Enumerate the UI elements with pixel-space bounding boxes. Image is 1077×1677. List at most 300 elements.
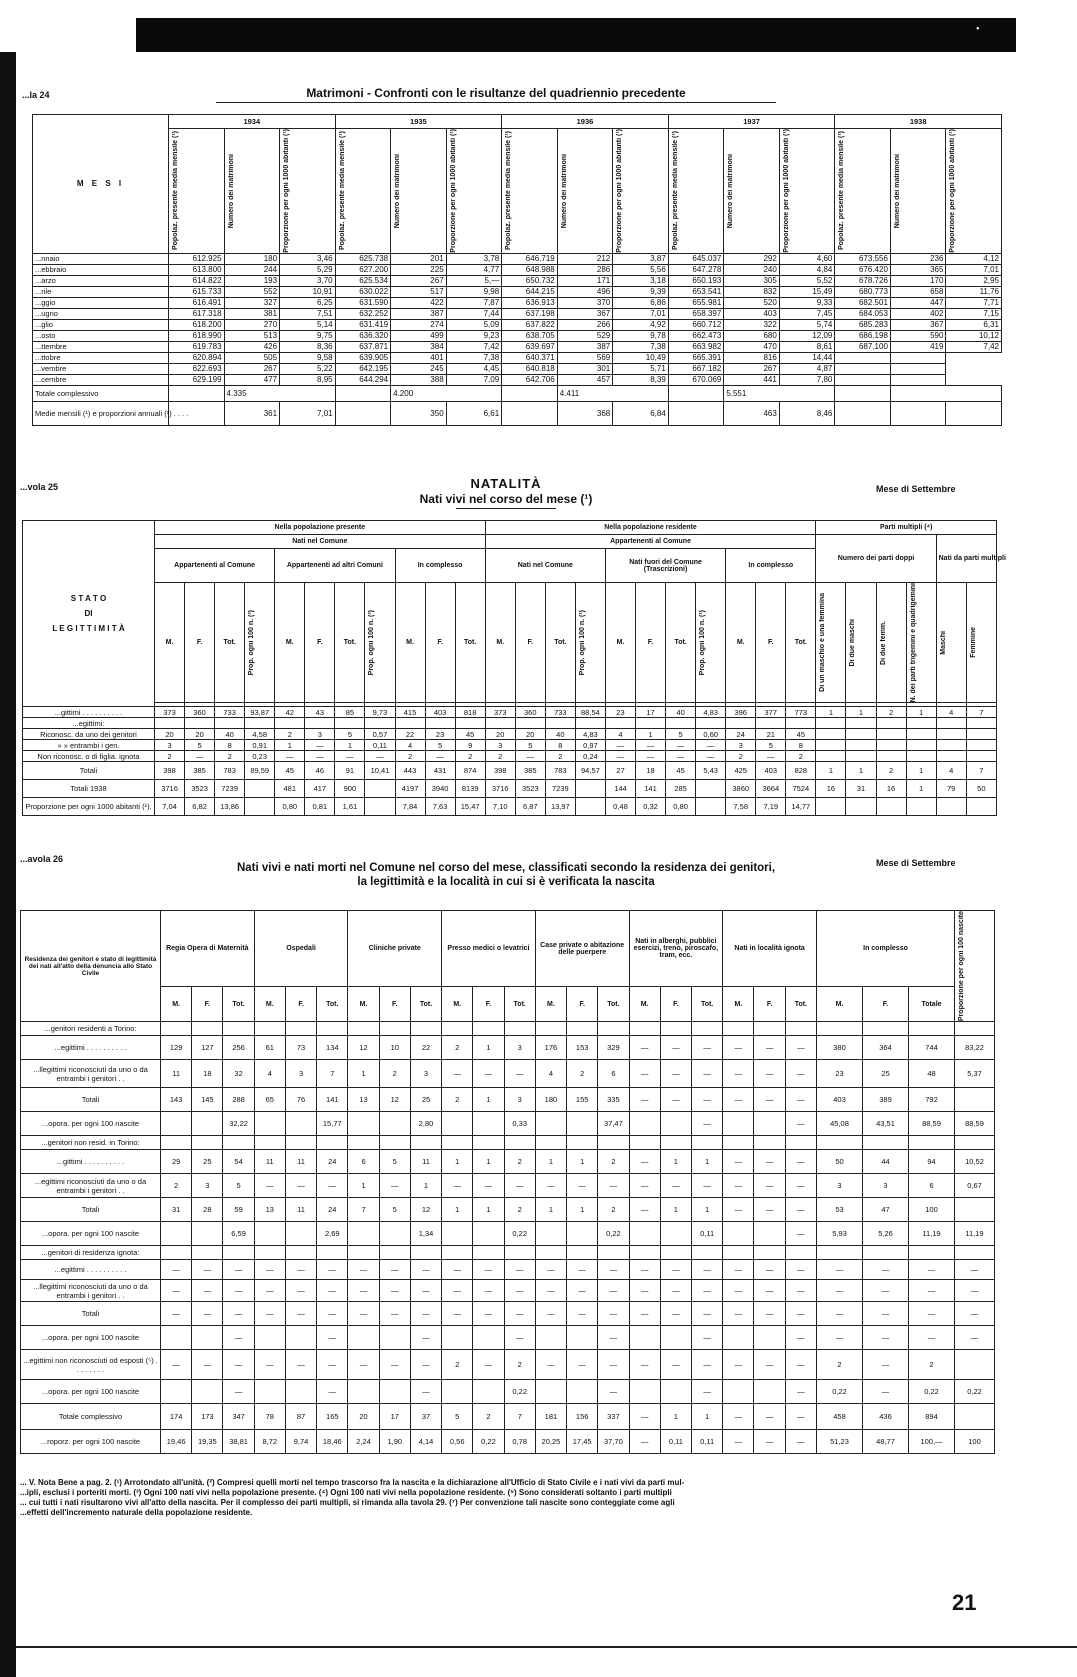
data-cell: — xyxy=(785,1280,816,1302)
data-cell xyxy=(846,751,876,762)
data-cell: 11,76 xyxy=(946,286,1002,297)
data-cell: 7,51 xyxy=(280,308,336,319)
data-cell: 19,46 xyxy=(161,1430,192,1454)
data-cell: 267 xyxy=(724,363,780,374)
data-cell: 19,35 xyxy=(192,1430,223,1454)
data-cell: 2 xyxy=(161,1174,192,1198)
sub-header xyxy=(835,129,891,254)
data-cell: 7 xyxy=(504,1404,535,1430)
data-cell: 3716 xyxy=(155,780,185,798)
data-cell: 680.773 xyxy=(835,286,891,297)
sub-header-text: Proporzione per ogni 1000 abitanti (¹) xyxy=(616,129,624,253)
data-cell: 141 xyxy=(317,1088,348,1112)
mft-header: F. xyxy=(192,987,223,1022)
data-cell: — xyxy=(410,1280,441,1302)
data-cell xyxy=(245,798,275,816)
data-cell xyxy=(636,718,666,729)
data-cell: 22 xyxy=(395,729,425,740)
month-label: ...ttembre xyxy=(33,341,169,352)
data-cell: 3 xyxy=(504,1036,535,1060)
data-cell xyxy=(215,718,245,729)
natalita-table xyxy=(22,520,1006,816)
data-cell xyxy=(890,374,946,385)
data-cell: 2 xyxy=(504,1350,535,1380)
data-cell: — xyxy=(285,1280,316,1302)
data-cell: 8,39 xyxy=(613,374,669,385)
data-cell: — xyxy=(723,1350,754,1380)
year-header: 1937 xyxy=(668,115,835,129)
data-cell: 7,04 xyxy=(155,798,185,816)
month-label: ...ugno xyxy=(33,308,169,319)
data-cell: 1 xyxy=(535,1198,566,1222)
data-cell: — xyxy=(598,1280,629,1302)
sub-header-text: Numero dei matrimoni xyxy=(727,153,735,228)
table-title: Nati vivi nel corso del mese (¹) xyxy=(419,492,593,506)
stub-line: L E G I T T I M I T À xyxy=(52,624,125,634)
data-cell: 267 xyxy=(224,363,280,374)
data-cell xyxy=(723,1246,754,1260)
data-cell: 360 xyxy=(515,707,545,718)
data-cell: 88,59 xyxy=(955,1112,995,1136)
sub-header-text: Proporzione per ogni 1000 abitanti (¹) xyxy=(782,129,790,253)
data-cell xyxy=(317,1022,348,1036)
empty-cell xyxy=(668,385,724,401)
data-cell: — xyxy=(317,1280,348,1302)
data-cell: 642.706 xyxy=(502,374,558,385)
data-cell: 50 xyxy=(966,780,996,798)
mft-header: Tot. xyxy=(691,987,722,1022)
data-cell xyxy=(863,1136,909,1150)
data-cell: 7,01 xyxy=(613,308,669,319)
data-cell: 1 xyxy=(660,1198,691,1222)
data-cell: — xyxy=(723,1404,754,1430)
data-cell: 25 xyxy=(863,1060,909,1088)
data-cell: 3664 xyxy=(756,780,786,798)
data-cell: 477 xyxy=(224,374,280,385)
prop-header-text: Prop. ogni 100 n. (²) xyxy=(578,610,586,676)
data-cell xyxy=(966,798,996,816)
data-cell: — xyxy=(785,1112,816,1136)
data-cell: 645.037 xyxy=(668,253,724,264)
total-value xyxy=(890,385,1001,401)
group-header: Appartenenti al Comune xyxy=(485,535,816,549)
data-cell: 78 xyxy=(254,1404,285,1430)
data-cell: 10,41 xyxy=(365,762,395,780)
total-value: 4.200 xyxy=(391,385,502,401)
data-cell: 773 xyxy=(786,707,816,718)
data-cell: — xyxy=(629,1060,660,1088)
data-cell: 256 xyxy=(223,1036,254,1060)
data-cell: 20 xyxy=(515,729,545,740)
data-cell: — xyxy=(629,1198,660,1222)
data-cell xyxy=(660,1222,691,1246)
data-cell xyxy=(442,1136,473,1150)
data-cell: — xyxy=(696,751,726,762)
data-cell xyxy=(192,1136,223,1150)
data-cell: — xyxy=(955,1302,995,1326)
data-cell: 3 xyxy=(863,1174,909,1198)
data-cell: 4,77 xyxy=(446,264,502,275)
data-cell xyxy=(317,1246,348,1260)
data-cell: 0,11 xyxy=(660,1430,691,1454)
data-cell: 3 xyxy=(485,740,515,751)
data-cell: 20 xyxy=(155,729,185,740)
data-cell: 2 xyxy=(786,751,816,762)
data-cell: 0,22 xyxy=(955,1380,995,1404)
data-cell xyxy=(754,1222,785,1246)
data-cell: 0,60 xyxy=(696,729,726,740)
data-cell: — xyxy=(605,740,635,751)
group-header: Numero dei parti doppi xyxy=(816,535,936,583)
avg-value: 368 xyxy=(557,401,613,425)
parti-header xyxy=(876,583,906,703)
data-cell: 20 xyxy=(185,729,215,740)
stub-line: DI xyxy=(84,609,93,619)
data-cell xyxy=(285,1246,316,1260)
data-cell: 665.391 xyxy=(668,352,724,363)
data-cell xyxy=(379,1222,410,1246)
data-cell: — xyxy=(305,740,335,751)
data-cell: 1 xyxy=(348,1174,379,1198)
data-cell: 419 xyxy=(890,341,946,352)
data-cell: — xyxy=(285,1350,316,1380)
data-cell: — xyxy=(629,1260,660,1280)
data-cell: — xyxy=(754,1088,785,1112)
data-cell: — xyxy=(348,1280,379,1302)
data-cell: — xyxy=(754,1302,785,1326)
data-cell: 1,34 xyxy=(410,1222,441,1246)
data-cell: 505 xyxy=(224,352,280,363)
data-cell xyxy=(629,1222,660,1246)
nati-residenza-table xyxy=(20,910,995,1454)
data-cell xyxy=(365,718,395,729)
mft-header: Tot. xyxy=(455,583,485,703)
data-cell: — xyxy=(909,1280,955,1302)
data-cell xyxy=(955,1246,995,1260)
sub-header xyxy=(335,129,391,254)
data-cell: 10 xyxy=(379,1036,410,1060)
data-cell: 2 xyxy=(876,762,906,780)
data-cell: — xyxy=(691,1280,722,1302)
data-cell: — xyxy=(660,1280,691,1302)
data-cell xyxy=(485,718,515,729)
data-cell xyxy=(535,1022,566,1036)
data-cell: 2 xyxy=(155,751,185,762)
data-cell: 89,59 xyxy=(245,762,275,780)
sub-header-text: Numero dei matrimoni xyxy=(394,153,402,228)
parti-header-text: Maschi xyxy=(939,630,947,655)
group-header: Nati da parti multipli xyxy=(936,535,996,583)
data-cell: 29 xyxy=(161,1150,192,1174)
sub-header xyxy=(724,129,780,254)
data-cell: 335 xyxy=(598,1088,629,1112)
data-cell: — xyxy=(863,1260,909,1280)
data-cell xyxy=(535,1326,566,1350)
data-cell: 0,91 xyxy=(245,740,275,751)
group-header: Cliniche private xyxy=(348,911,442,987)
data-cell: — xyxy=(379,1174,410,1198)
data-cell: — xyxy=(785,1088,816,1112)
data-cell xyxy=(909,1136,955,1150)
data-cell xyxy=(605,718,635,729)
data-cell: 616.491 xyxy=(169,297,225,308)
data-cell: 31 xyxy=(846,780,876,798)
data-cell: 0,11 xyxy=(365,740,395,751)
data-cell: 619.783 xyxy=(169,341,225,352)
data-cell: 650.732 xyxy=(502,275,558,286)
data-cell: 76 xyxy=(285,1088,316,1112)
data-cell: 100 xyxy=(955,1430,995,1454)
data-cell: 20 xyxy=(348,1404,379,1430)
data-cell xyxy=(909,1246,955,1260)
data-cell: 8,72 xyxy=(254,1430,285,1454)
data-cell xyxy=(660,1380,691,1404)
data-cell xyxy=(395,718,425,729)
data-cell xyxy=(817,1022,863,1036)
data-cell: — xyxy=(504,1326,535,1350)
data-cell xyxy=(442,1246,473,1260)
data-cell: 0,24 xyxy=(575,751,605,762)
data-cell: 0,80 xyxy=(275,798,305,816)
data-cell: 1 xyxy=(906,707,936,718)
parti-header xyxy=(846,583,876,703)
data-cell: 12 xyxy=(410,1198,441,1222)
data-cell: — xyxy=(863,1350,909,1380)
data-cell: 11 xyxy=(161,1060,192,1088)
data-cell: 613.800 xyxy=(169,264,225,275)
data-cell: — xyxy=(666,740,696,751)
data-cell: 0,32 xyxy=(636,798,666,816)
data-cell: 637.822 xyxy=(502,319,558,330)
data-cell: — xyxy=(442,1060,473,1088)
empty-cell xyxy=(335,385,391,401)
data-cell: 59 xyxy=(223,1198,254,1222)
data-cell xyxy=(863,1022,909,1036)
data-cell xyxy=(192,1112,223,1136)
data-cell: 517 xyxy=(391,286,447,297)
data-cell: — xyxy=(223,1326,254,1350)
data-cell: 667.182 xyxy=(668,363,724,374)
mft-header: Tot. xyxy=(504,987,535,1022)
data-cell: — xyxy=(317,1350,348,1380)
data-cell: 389 xyxy=(863,1088,909,1112)
mft-header: F. xyxy=(473,987,504,1022)
data-cell: 2 xyxy=(567,1060,598,1088)
data-cell xyxy=(379,1112,410,1136)
row-label: ...opora. per ogni 100 nascite xyxy=(21,1222,161,1246)
data-cell: — xyxy=(754,1174,785,1198)
empty-cell xyxy=(335,401,391,425)
data-cell: 370 xyxy=(557,297,613,308)
mft-header: M. xyxy=(535,987,566,1022)
mft-header: F. xyxy=(660,987,691,1022)
data-cell: 684.053 xyxy=(835,308,891,319)
data-cell: — xyxy=(660,1174,691,1198)
data-cell xyxy=(567,1326,598,1350)
mft-header: F. xyxy=(515,583,545,703)
data-cell: 46 xyxy=(305,762,335,780)
data-cell: — xyxy=(317,1260,348,1280)
data-cell xyxy=(473,1380,504,1404)
data-cell: 5 xyxy=(666,729,696,740)
data-cell xyxy=(936,798,966,816)
group-header: Case private o abitazione delle puerpere xyxy=(535,911,629,987)
data-cell: 17 xyxy=(636,707,666,718)
data-cell: — xyxy=(348,1260,379,1280)
data-cell: — xyxy=(223,1302,254,1326)
data-cell: 2 xyxy=(455,751,485,762)
data-cell: — xyxy=(515,751,545,762)
data-cell: 305 xyxy=(724,275,780,286)
data-cell xyxy=(275,718,305,729)
data-cell: 2,80 xyxy=(410,1112,441,1136)
data-cell: 266 xyxy=(557,319,613,330)
data-cell: 401 xyxy=(391,352,447,363)
data-cell: 44 xyxy=(863,1150,909,1174)
data-cell: 7,38 xyxy=(446,352,502,363)
parti-header-text: Femmine xyxy=(969,627,977,659)
data-cell: 180 xyxy=(535,1088,566,1112)
data-cell xyxy=(348,1326,379,1350)
month-label: ...osto xyxy=(33,330,169,341)
group-header: In complesso xyxy=(726,549,816,583)
empty-cell xyxy=(835,385,891,401)
data-cell: 7,84 xyxy=(395,798,425,816)
data-cell: 3,87 xyxy=(613,253,669,264)
data-cell: — xyxy=(473,1260,504,1280)
mft-header: Tot. xyxy=(223,987,254,1022)
data-cell: 381 xyxy=(224,308,280,319)
data-cell: — xyxy=(754,1350,785,1380)
data-cell: 387 xyxy=(391,308,447,319)
data-cell: 51,23 xyxy=(817,1430,863,1454)
data-cell: 16 xyxy=(876,780,906,798)
prop-header-text: Prop. ogni 100 n. (²) xyxy=(699,610,707,676)
data-cell: 2 xyxy=(442,1350,473,1380)
data-cell: 5,43 xyxy=(696,762,726,780)
data-cell: — xyxy=(785,1380,816,1404)
data-cell: 9,78 xyxy=(613,330,669,341)
data-cell xyxy=(473,1112,504,1136)
data-cell: 832 xyxy=(724,286,780,297)
data-cell: 270 xyxy=(224,319,280,330)
data-cell: 431 xyxy=(425,762,455,780)
sub-header xyxy=(446,129,502,254)
table-title-line1: Nati vivi e nati morti nel Comune nel corso del mese, classificati secondo la residenza dei genitori, xyxy=(236,862,776,874)
data-cell: — xyxy=(863,1280,909,1302)
data-cell xyxy=(192,1222,223,1246)
empty-cell xyxy=(502,401,558,425)
data-cell xyxy=(906,729,936,740)
data-cell: 396 xyxy=(726,707,756,718)
data-cell xyxy=(726,718,756,729)
data-cell: 225 xyxy=(391,264,447,275)
data-cell: 15,77 xyxy=(317,1112,348,1136)
data-cell: 436 xyxy=(863,1404,909,1430)
data-cell: 4,84 xyxy=(779,264,835,275)
data-cell: 5 xyxy=(756,740,786,751)
data-cell: 6 xyxy=(348,1150,379,1174)
data-cell: 24 xyxy=(317,1150,348,1174)
data-cell xyxy=(567,1136,598,1150)
data-cell: 425 xyxy=(726,762,756,780)
data-cell xyxy=(890,363,946,374)
data-cell: 2 xyxy=(215,751,245,762)
data-cell xyxy=(348,1022,379,1036)
data-cell: 650.193 xyxy=(668,275,724,286)
data-cell: 2 xyxy=(379,1060,410,1088)
data-cell: 1 xyxy=(442,1198,473,1222)
data-cell: 40 xyxy=(666,707,696,718)
avg-prop: 6,61 xyxy=(446,401,502,425)
data-cell: — xyxy=(660,1260,691,1280)
data-cell: 193 xyxy=(224,275,280,286)
mft-header: M. xyxy=(348,987,379,1022)
data-cell: 2 xyxy=(442,1036,473,1060)
data-cell: — xyxy=(192,1280,223,1302)
data-cell: 426 xyxy=(224,341,280,352)
data-cell xyxy=(846,740,876,751)
data-cell xyxy=(161,1022,192,1036)
data-cell xyxy=(285,1380,316,1404)
data-cell: 91 xyxy=(335,762,365,780)
data-cell: 0,56 xyxy=(442,1430,473,1454)
data-cell xyxy=(545,718,575,729)
data-cell: 9,33 xyxy=(779,297,835,308)
data-cell: — xyxy=(285,1174,316,1198)
data-cell: 9,58 xyxy=(280,352,336,363)
data-cell: 45,08 xyxy=(817,1112,863,1136)
mft-header: M. xyxy=(254,987,285,1022)
data-cell: 627.200 xyxy=(335,264,391,275)
data-cell: 373 xyxy=(155,707,185,718)
data-cell xyxy=(723,1136,754,1150)
data-cell xyxy=(598,1022,629,1036)
data-cell: 631.419 xyxy=(335,319,391,330)
data-cell: 642.195 xyxy=(335,363,391,374)
parti-header-text: N. dei parti trigemini e quadrigemini xyxy=(909,583,917,703)
data-cell: 2 xyxy=(504,1198,535,1222)
data-cell: — xyxy=(660,1036,691,1060)
data-cell xyxy=(955,1022,995,1036)
footnote-line: ...ipli, esclusi i porteriti morti. (³) Ogni 100 nati vivi nella popolazione presente. (⁴) Ogni 100 nati vivi nella popolazione residente. (⁵) Sono considerati soltanto i parti multipli xyxy=(20,1488,672,1497)
data-cell: 1 xyxy=(348,1060,379,1088)
data-cell: 7,44 xyxy=(446,308,502,319)
data-cell: 5,26 xyxy=(863,1222,909,1246)
data-cell xyxy=(473,1246,504,1260)
data-cell: — xyxy=(785,1430,816,1454)
matrimoni-table xyxy=(32,114,1002,426)
data-cell xyxy=(629,1246,660,1260)
data-cell: 5,37 xyxy=(955,1060,995,1088)
data-cell: 25 xyxy=(410,1088,441,1112)
data-cell: 377 xyxy=(756,707,786,718)
data-cell xyxy=(305,718,335,729)
data-cell: 615.733 xyxy=(169,286,225,297)
data-cell xyxy=(955,1350,995,1380)
mft-header: M. xyxy=(723,987,754,1022)
data-cell: — xyxy=(254,1260,285,1280)
data-cell: 9,73 xyxy=(365,707,395,718)
data-cell: 1 xyxy=(473,1088,504,1112)
data-cell xyxy=(535,1222,566,1246)
data-cell xyxy=(754,1022,785,1036)
data-cell: 236 xyxy=(890,253,946,264)
data-cell xyxy=(410,1136,441,1150)
data-cell: — xyxy=(161,1302,192,1326)
data-cell: 93,87 xyxy=(245,707,275,718)
sub-header xyxy=(613,129,669,254)
